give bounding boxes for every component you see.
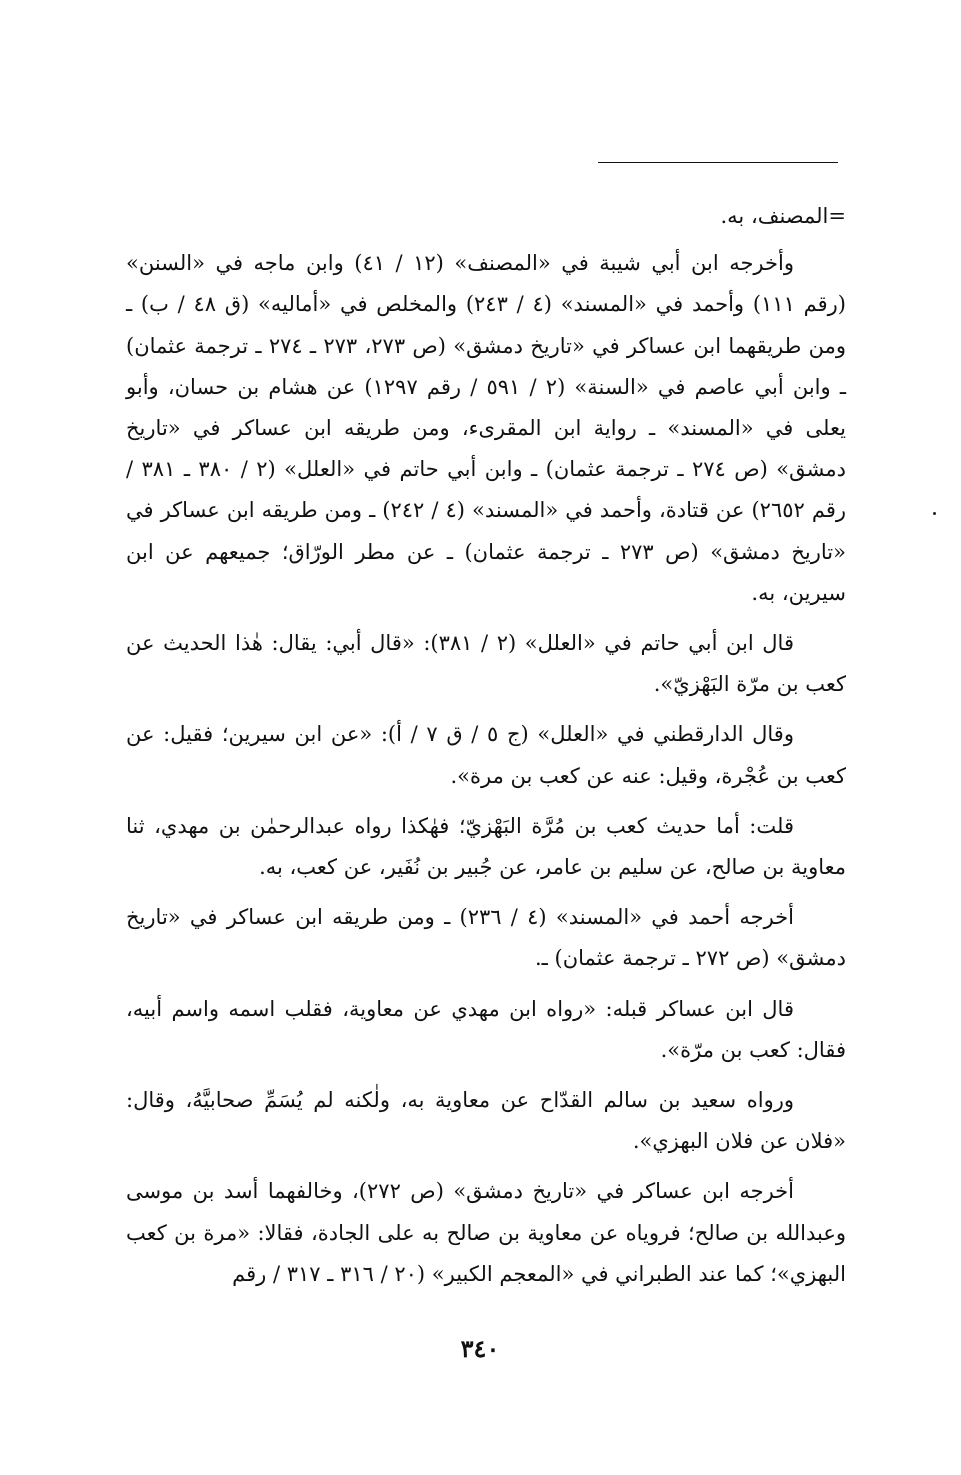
page-number: ٣٤٠ [460,1334,500,1363]
margin-speck [933,512,936,515]
footnote-paragraph-continuation: =المصنف، به. [720,204,846,228]
footnote-separator-rule [598,162,838,163]
footnote-paragraph: وقال الدارقطني في «العلل» (ج ٥ / ق ٧ / أ): «عن ابن سيرين؛ فقيل: عن كعب بن عُجْرة، وقيل: عنه عن كعب بن مرة». [126,722,846,788]
footnote-paragraph: قال ابن أبي حاتم في «العلل» (٢ / ٣٨١): «قال أبي: يقال: هٰذا الحديث عن كعب بن مرّة البَهْزيّ». [126,631,846,697]
footnote-paragraph: قلت: أما حديث كعب بن مُرَّة البَهْزيّ؛ فهٰكذا رواه عبدالرحمٰن بن مهدي، ثنا معاوية بن صالح، عن سليم بن عامر، عن جُبير بن نُفَير، عن كعب، به. [126,813,846,880]
footnote-paragraph: أخرجه ابن عساكر في «تاريخ دمشق» (ص ٢٧٢)، وخالفهما أسد بن موسى وعبدالله بن صالح؛ فروياه عن معاوية بن صالح به على الجادة، فقالا: «مرة بن كعب البهزي»؛ كما عند الطبراني في «المعجم الكبير» (٢٠ / ٣١٦ ـ ٣١٧ / رقم [126,1179,846,1286]
footnote-paragraph: ورواه سعيد بن سالم القدّاح عن معاوية به، ولٰكنه لم يُسَمِّ صحابيَّهُ، وقال: «فلان عن فلان البهزي». [126,1088,846,1154]
footnote-paragraph: أخرجه أحمد في «المسند» (٤ / ٢٣٦) ـ ومن طريقه ابن عساكر في «تاريخ دمشق» (ص ٢٧٢ ـ ترجمة عثمان) ـ. [126,905,846,971]
footnote-text-block [126,196,846,1304]
footnote-paragraph: وأخرجه ابن أبي شيبة في «المصنف» (١٢ / ٤١) وابن ماجه في «السنن» (رقم ١١١) وأحمد في «المسند» (٤ / ٢٤٣) والمخلص في «أماليه» (ق ٤٨ / ب) ـ ومن طريقهما ابن عساكر في «تاريخ دمشق» (ص ٢٧٣، ٢٧٣ ـ ٢٧٤ ـ ترجمة عثمان) ـ وابن أبي عاصم في «السنة» (٢ / ٥٩١ / رقم ١٢٩٧) عن هشام بن حسان، وأبو يعلى في «المسند» ـ رواية ابن المقرىء، ومن طريقه ابن عساكر في «تاريخ دمشق» (ص ٢٧٤ ـ ترجمة عثمان) ـ وابن أبي حاتم في «العلل» (٢ / ٣٨٠ ـ ٣٨١ / رقم ٢٦٥٢) عن قتادة، وأحمد في «المسند» (٤ / ٢٤٢) ـ ومن طريقه ابن عساكر في «تاريخ دمشق» (ص ٢٧٣ ـ ترجمة عثمان) ـ عن مطر الورّاق؛ جميعهم عن ابن سيرين، به. [126,251,847,605]
footnote-paragraph: قال ابن عساكر قبله: «رواه ابن مهدي عن معاوية، فقلب اسمه واسم أبيه، فقال: كعب بن مرّة». [126,996,846,1062]
